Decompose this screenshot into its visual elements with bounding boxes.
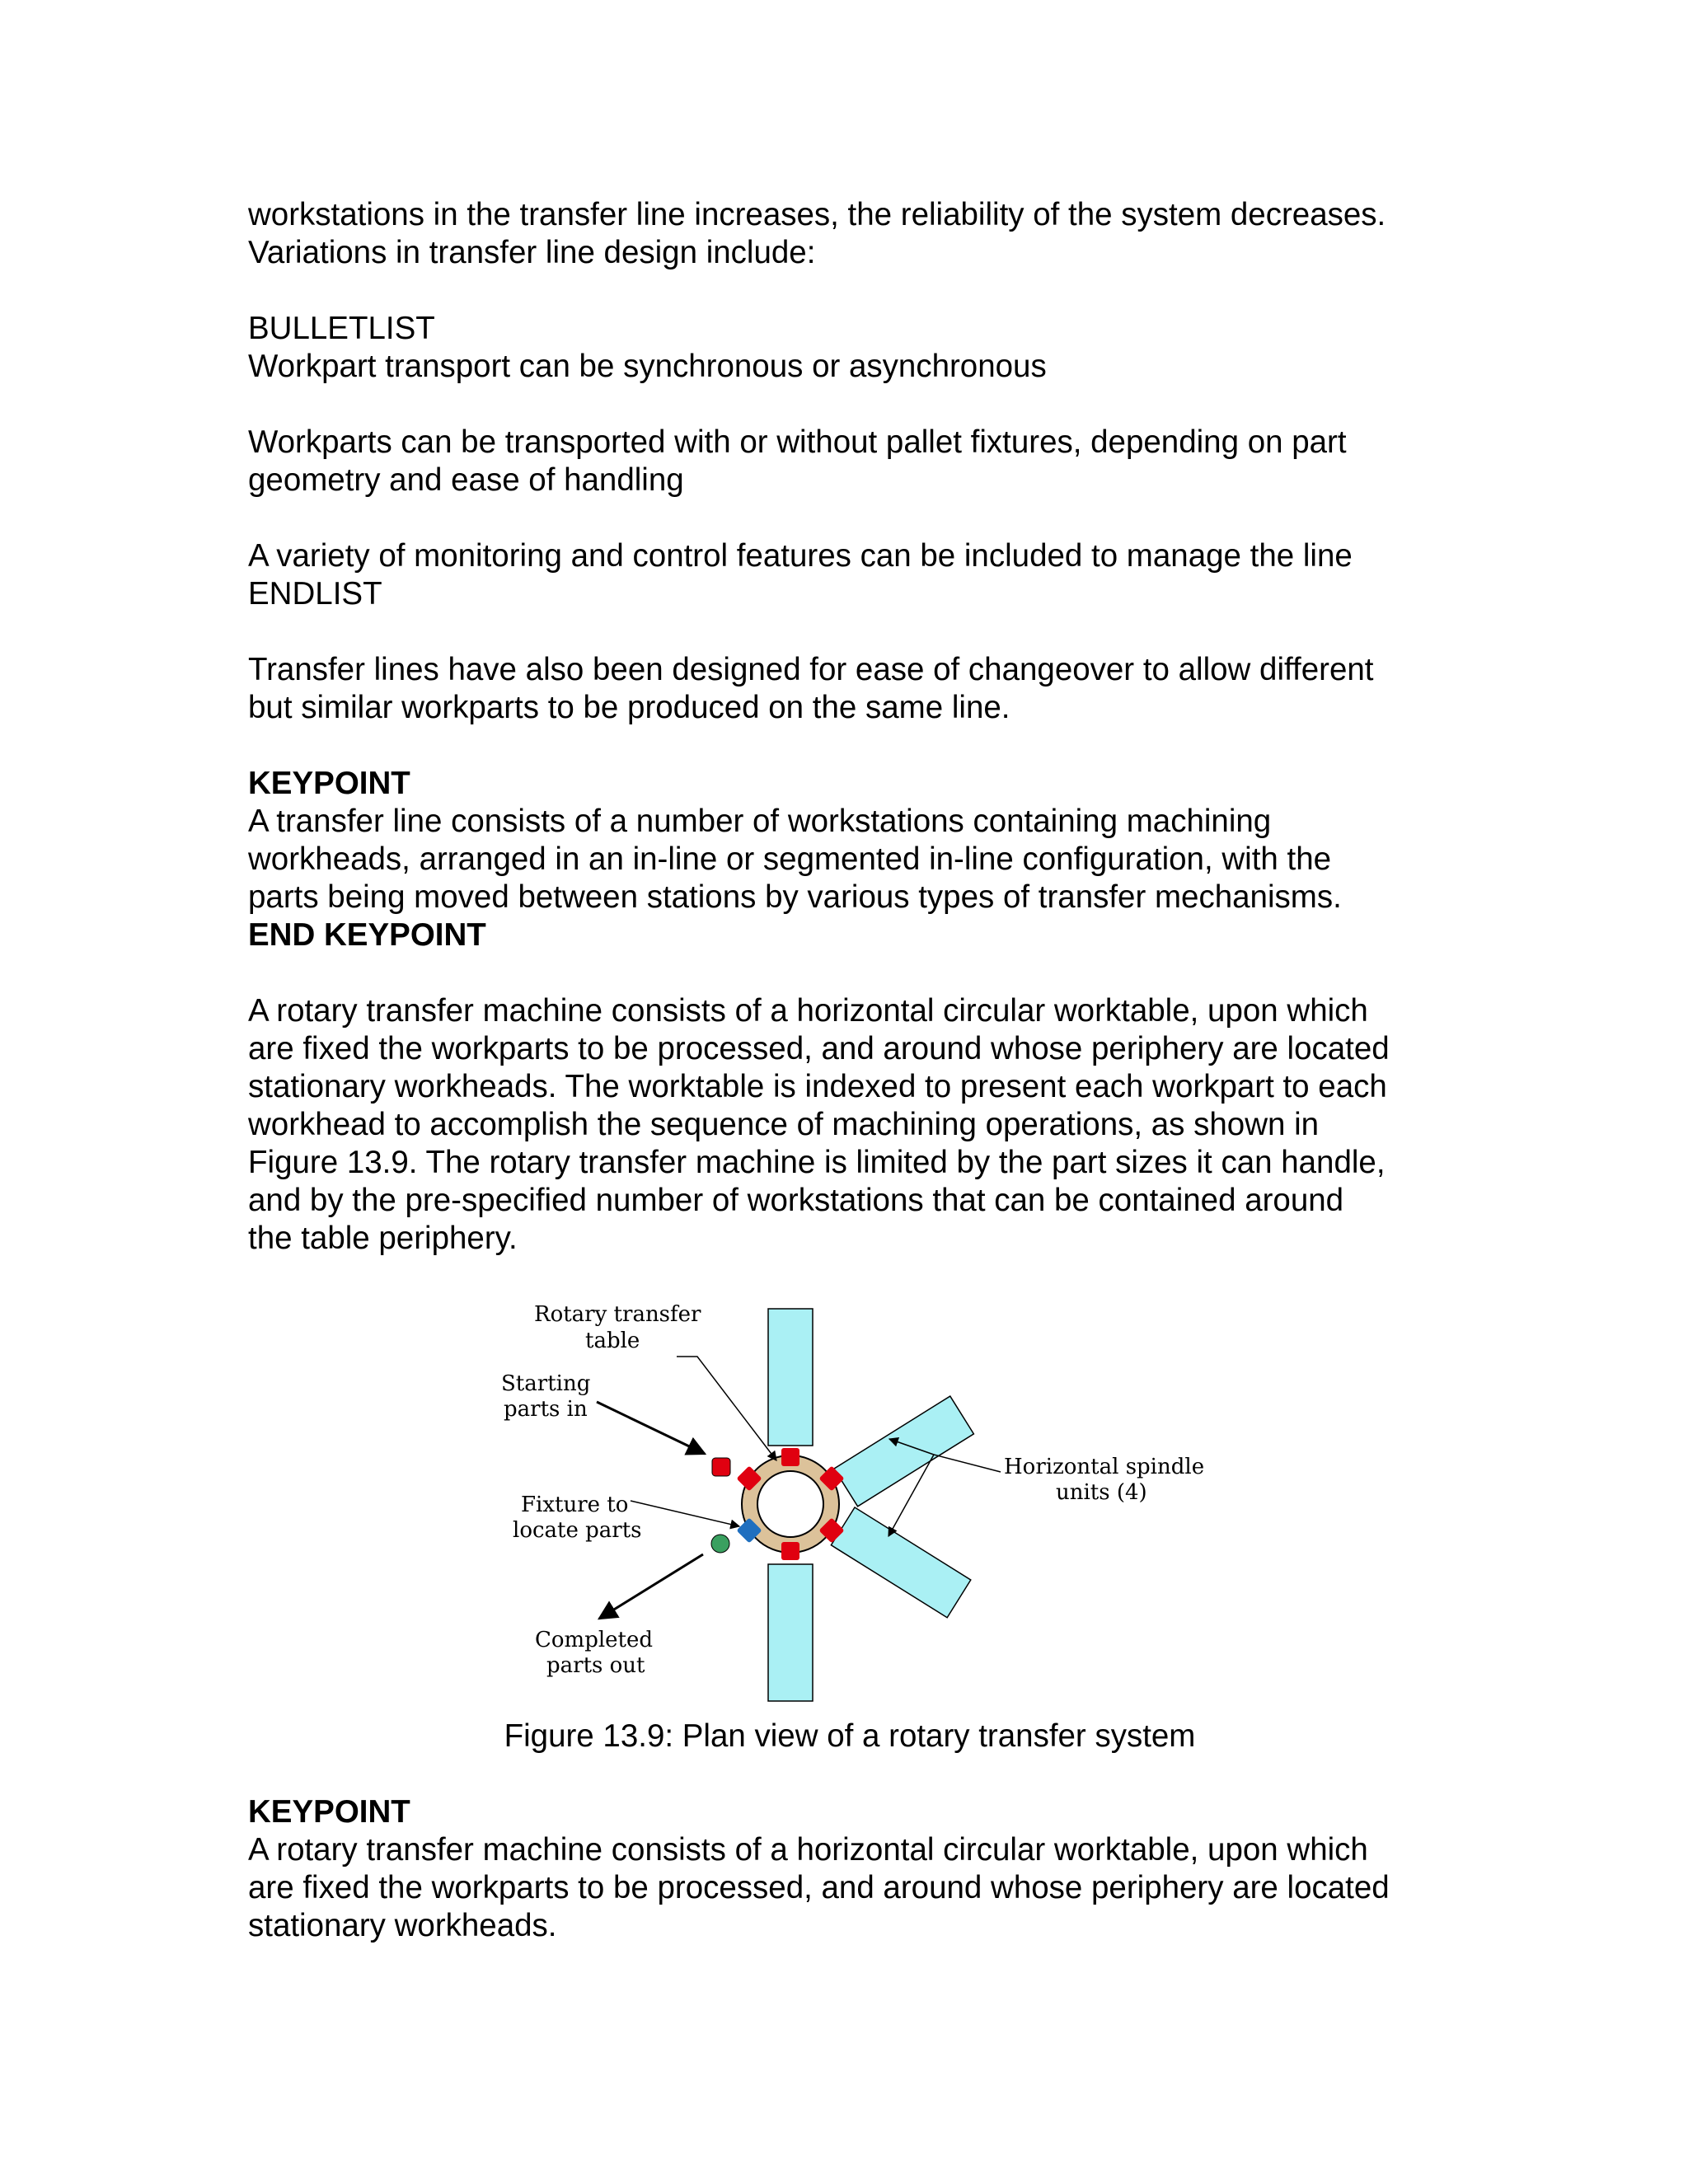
keypoint-rotary bbox=[248, 1793, 1451, 1945]
leader-rotary-table bbox=[677, 1357, 776, 1460]
text-line: workstations in the transfer line increases, the reliability of the system decreases. bbox=[248, 197, 1386, 232]
text-line: Transfer lines have also been designed for ease of changeover to allow different bbox=[248, 652, 1374, 687]
spindle-unit-lower-right bbox=[831, 1507, 970, 1618]
bullet-item-2 bbox=[248, 424, 1451, 499]
text-line: are fixed the workparts to be processed, and around whose periphery are located bbox=[248, 1031, 1390, 1066]
spindle-unit-top bbox=[768, 1309, 813, 1446]
text-line: stationary workheads. bbox=[248, 1908, 557, 1943]
label-fixture-1: Fixture to bbox=[521, 1493, 629, 1517]
text-line: Figure 13.9. The rotary transfer machine is limited by the part sizes it can handle, bbox=[248, 1145, 1386, 1180]
label-starting-2: parts in bbox=[504, 1397, 588, 1422]
paragraph-rotary bbox=[248, 992, 1451, 1258]
text-line: but similar workparts to be produced on the same line. bbox=[248, 690, 1010, 725]
rotary-table-center bbox=[757, 1471, 823, 1537]
text-line: are fixed the workparts to be processed, and around whose periphery are located bbox=[248, 1870, 1390, 1905]
text-line: parts being moved between stations by various types of transfer mechanisms. bbox=[248, 879, 1342, 915]
rotary-transfer-diagram bbox=[248, 1299, 1451, 1719]
keypoint-heading: KEYPOINT bbox=[248, 766, 410, 801]
text-line: the table periphery. bbox=[248, 1221, 518, 1256]
arrow-starting-parts bbox=[597, 1402, 705, 1454]
document-page bbox=[248, 196, 1451, 1983]
spindle-unit-upper-right bbox=[834, 1396, 973, 1507]
label-completed-2: parts out bbox=[546, 1653, 645, 1678]
workpart bbox=[781, 1542, 799, 1560]
label-rotary-transfer-2: table bbox=[585, 1329, 640, 1353]
figure-caption: Figure 13.9: Plan view of a rotary transfer system bbox=[504, 1718, 1196, 1754]
text-line: stationary workheads. The worktable is indexed to present each workpart to each bbox=[248, 1069, 1387, 1104]
bullet-block-end bbox=[248, 537, 1451, 613]
spindle-unit-bottom bbox=[768, 1564, 813, 1701]
label-completed-1: Completed bbox=[535, 1628, 654, 1652]
text-line: A rotary transfer machine consists of a horizontal circular worktable, upon which bbox=[248, 993, 1368, 1029]
text-line: A rotary transfer machine consists of a horizontal circular worktable, upon which bbox=[248, 1832, 1368, 1868]
text-line: Variations in transfer line design include: bbox=[248, 235, 816, 270]
keypoint-end: END KEYPOINT bbox=[248, 917, 486, 953]
label-starting-1: Starting bbox=[501, 1371, 591, 1396]
label-fixture-2: locate parts bbox=[513, 1518, 642, 1543]
keypoint-transfer-line bbox=[248, 765, 1451, 954]
text-line: A transfer line consists of a number of workstations containing machining bbox=[248, 804, 1272, 839]
paragraph-intro bbox=[248, 196, 1451, 272]
label-spindle-2: units (4) bbox=[1056, 1480, 1147, 1505]
label-spindle-1: Horizontal spindle bbox=[1004, 1455, 1205, 1479]
workpart bbox=[781, 1448, 799, 1466]
text-line: workhead to accomplish the sequence of machining operations, as shown in bbox=[248, 1107, 1320, 1142]
text-line: and by the pre-specified number of workstations that can be contained around bbox=[248, 1183, 1344, 1218]
text-line: Workparts can be transported with or without pallet fixtures, depending on part bbox=[248, 424, 1347, 460]
text-line: geometry and ease of handling bbox=[248, 462, 684, 498]
bullet-item: A variety of monitoring and control features can be included to manage the line bbox=[248, 538, 1353, 574]
label-rotary-transfer-1: Rotary transfer bbox=[534, 1302, 701, 1327]
endlist-marker: ENDLIST bbox=[248, 576, 382, 612]
completed-part bbox=[711, 1535, 729, 1553]
arrow-completed-parts bbox=[599, 1554, 703, 1619]
rotary-transfer-figure bbox=[248, 1299, 1451, 1719]
leader-spindle-1 bbox=[934, 1455, 1001, 1472]
paragraph-changeover bbox=[248, 651, 1451, 727]
text-line: workheads, arranged in an in-line or segmented in-line configuration, with the bbox=[248, 841, 1332, 877]
bulletlist-marker: BULLETLIST bbox=[248, 311, 435, 346]
bullet-item: Workpart transport can be synchronous or asynchronous bbox=[248, 349, 1047, 384]
leader-fixture bbox=[631, 1501, 739, 1526]
bullet-block-start bbox=[248, 310, 1451, 386]
keypoint-heading: KEYPOINT bbox=[248, 1794, 410, 1830]
incoming-part bbox=[712, 1458, 730, 1476]
